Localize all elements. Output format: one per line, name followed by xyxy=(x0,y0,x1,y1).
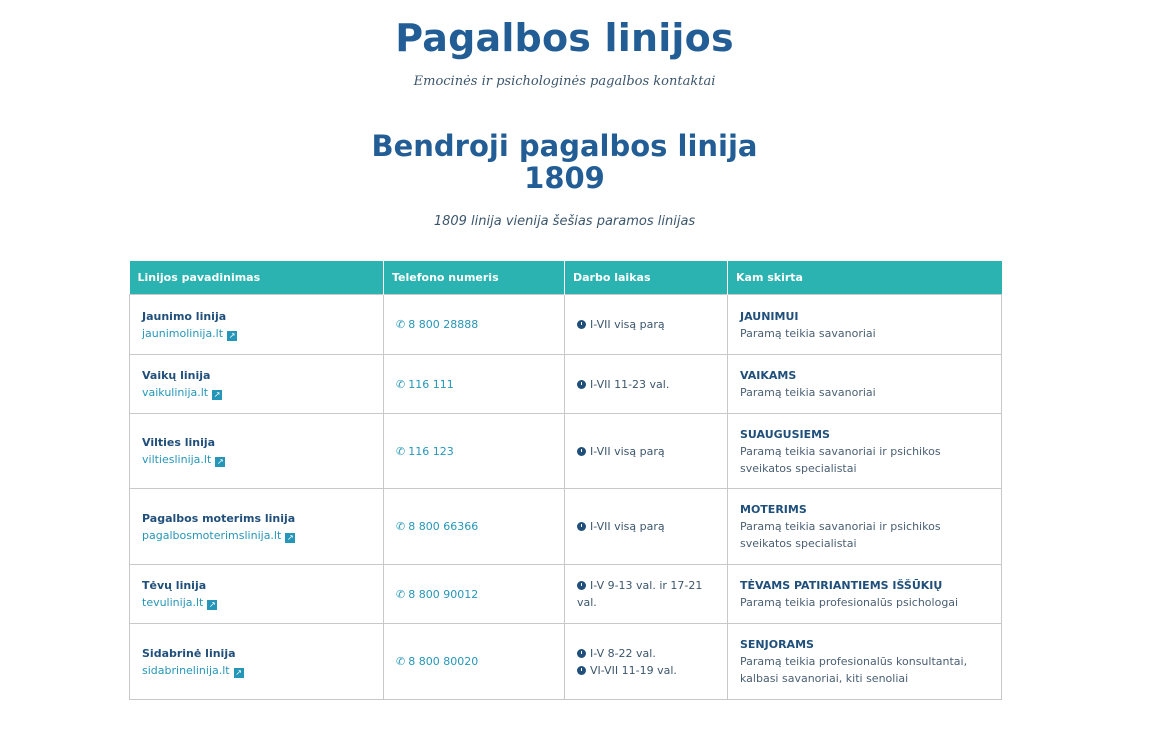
phone-link[interactable]: 116 123 xyxy=(408,444,454,458)
help-lines-table xyxy=(129,261,1002,700)
phone-link[interactable]: 8 800 66366 xyxy=(408,520,479,533)
audience-label: JAUNIMUI xyxy=(740,309,799,323)
clock-icon xyxy=(577,649,586,658)
page-title: Pagalbos linijos xyxy=(395,16,734,60)
audience-cell xyxy=(728,624,1002,700)
table-row xyxy=(130,489,1002,565)
column-header-audience: Kam skirta xyxy=(728,261,1002,295)
working-hours: I-VII visą parą xyxy=(590,520,665,533)
audience-description: Paramą teikia savanoriai xyxy=(740,386,876,399)
audience-description: Paramą teikia savanoriai ir psichikos sveikatos specialistai xyxy=(740,520,941,550)
audience-label: VAIKAMS xyxy=(740,369,797,382)
phone-cell xyxy=(384,565,565,624)
line-website-link[interactable]: vaikulinija.lt xyxy=(142,386,209,399)
table-row xyxy=(130,565,1002,624)
page-subtitle: Emocinės ir psichologinės pagalbos kontaktai xyxy=(413,74,716,89)
line-website-link[interactable]: viltieslinija.lt xyxy=(142,453,212,466)
line-name: Pagalbos moterims linija xyxy=(142,511,296,525)
column-header-hours: Darbo laikas xyxy=(565,261,728,295)
section-title-number: 1809 xyxy=(524,161,605,195)
phone-icon: ✆ xyxy=(396,377,406,391)
working-hours: I-VII visą parą xyxy=(590,318,665,331)
audience-description: Paramą teikia profesionalūs psichologai xyxy=(740,596,959,609)
phone-cell xyxy=(384,489,565,565)
phone-icon: ✆ xyxy=(396,318,406,331)
phone-icon: ✆ xyxy=(396,655,406,668)
column-header-name: Linijos pavadinimas xyxy=(130,261,384,295)
clock-icon xyxy=(577,447,586,456)
hours-cell xyxy=(565,414,728,489)
audience-cell xyxy=(728,295,1002,355)
line-name: Sidabrinė linija xyxy=(142,646,236,660)
working-hours: I-V 9-13 val. ir 17-21 val. xyxy=(577,579,703,609)
section-title xyxy=(0,130,1129,194)
audience-label: SENJORAMS xyxy=(740,638,814,651)
table-row xyxy=(130,624,1002,700)
working-hours: I-VII 11-23 val. xyxy=(590,377,670,391)
clock-icon xyxy=(577,380,586,389)
line-name-cell xyxy=(130,295,384,355)
working-hours: VI-VII 11-19 val. xyxy=(590,663,677,677)
line-name-cell xyxy=(130,489,384,565)
working-hours: I-V 8-22 val. xyxy=(590,646,656,660)
phone-cell xyxy=(384,624,565,700)
line-name: Jaunimo linija xyxy=(142,309,227,323)
audience-cell xyxy=(728,355,1002,414)
phone-cell xyxy=(384,355,565,414)
phone-cell xyxy=(384,414,565,489)
phone-icon: ✆ xyxy=(396,587,406,601)
section-title-text: Bendroji pagalbos linija xyxy=(371,129,758,163)
line-website-link[interactable]: pagalbosmoterimslinija.lt xyxy=(142,528,282,542)
clock-icon xyxy=(577,666,586,675)
phone-link[interactable]: 8 800 90012 xyxy=(408,587,479,601)
line-name-cell xyxy=(130,624,384,700)
hours-cell xyxy=(565,355,728,414)
line-name-cell xyxy=(130,355,384,414)
external-link-icon[interactable]: ↗ xyxy=(286,532,294,542)
audience-cell xyxy=(728,489,1002,565)
table-row xyxy=(130,414,1002,489)
audience-cell xyxy=(728,414,1002,489)
audience-label: MOTERIMS xyxy=(740,503,807,516)
audience-description: Paramą teikia savanoriai xyxy=(740,326,876,340)
line-website-link[interactable]: tevulinija.lt xyxy=(142,596,204,609)
audience-label: SUAUGUSIEMS xyxy=(740,427,830,441)
external-link-icon[interactable]: ↗ xyxy=(213,390,221,399)
audience-cell xyxy=(728,565,1002,624)
external-link-icon[interactable]: ↗ xyxy=(228,330,236,340)
hours-cell xyxy=(565,624,728,700)
audience-description: Paramą teikia savanoriai ir psichikos sveikatos specialistai xyxy=(740,444,941,475)
clock-icon xyxy=(577,581,586,590)
audience-description: Paramą teikia profesionalūs konsultantai, kalbasi savanoriai, kiti senoliai xyxy=(740,655,968,685)
external-link-icon[interactable]: ↗ xyxy=(235,667,242,677)
table-header-row xyxy=(130,261,1002,295)
hours-cell xyxy=(565,295,728,355)
working-hours: I-VII visą parą xyxy=(590,444,665,458)
clock-icon xyxy=(577,320,586,329)
section-subtitle: 1809 linija vienija šešias paramos linijas xyxy=(433,214,696,229)
phone-icon: ✆ xyxy=(396,444,406,458)
hours-cell xyxy=(565,565,728,624)
phone-link[interactable]: 8 800 80020 xyxy=(408,655,479,668)
line-name-cell xyxy=(130,414,384,489)
column-header-phone: Telefono numeris xyxy=(384,261,565,295)
line-website-link[interactable]: jaunimolinija.lt xyxy=(142,326,224,340)
line-name-cell xyxy=(130,565,384,624)
line-name: Vaikų linija xyxy=(142,369,211,382)
phone-link[interactable]: 116 111 xyxy=(408,377,454,391)
external-link-icon[interactable]: ↗ xyxy=(216,457,224,466)
phone-link[interactable]: 8 800 28888 xyxy=(408,318,479,331)
line-website-link[interactable]: sidabrinelinija.lt xyxy=(142,663,230,677)
hours-cell xyxy=(565,489,728,565)
table-row xyxy=(130,295,1002,355)
external-link-icon[interactable]: ↗ xyxy=(209,600,216,609)
audience-label: TĖVAMS PATIRIANTIEMS IŠŠŪKIŲ xyxy=(740,579,943,592)
clock-icon xyxy=(577,522,586,531)
line-name: Tėvų linija xyxy=(142,579,207,592)
phone-icon: ✆ xyxy=(396,520,406,533)
line-name: Vilties linija xyxy=(142,436,216,449)
table-row xyxy=(130,355,1002,414)
phone-cell xyxy=(384,295,565,355)
